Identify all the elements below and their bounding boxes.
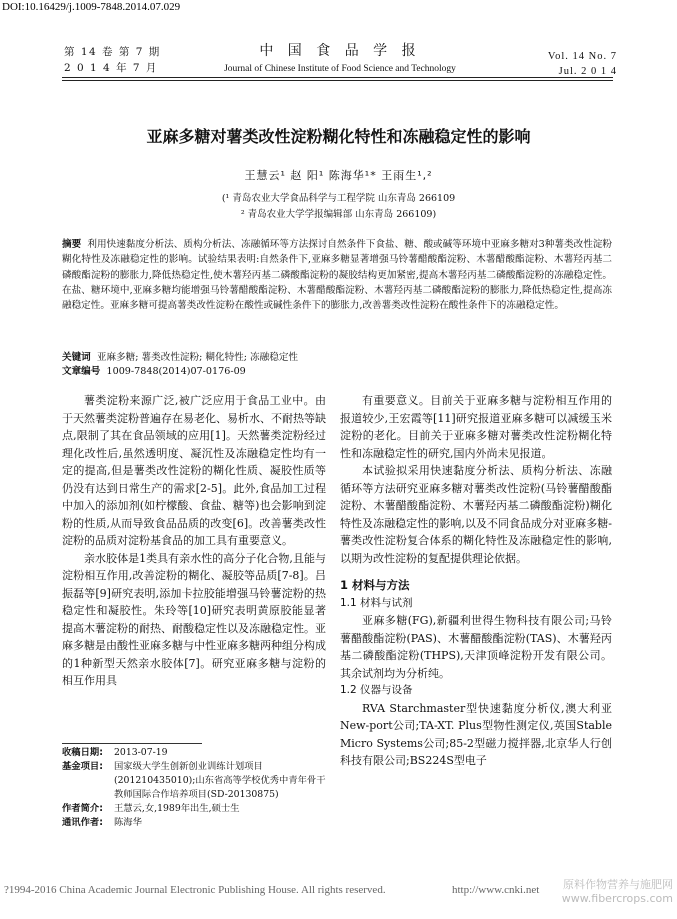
paragraph: 本试验拟采用快速黏度分析法、质构分析法、冻融循环等方法研究亚麻多糖对薯类改性淀粉(马铃薯醋酸酯淀粉、木薯醋酸酯淀粉、木薯羟丙基二磷酸酯淀粉)糊化特性及冻融稳定性的影响,以及不同食品成分对亚麻多糖-薯类改性淀粉复合体系的糊化特性及冻融稳定性的影响,以期为改性淀粉的复配提供理论依据。 [340, 464, 612, 565]
paragraph: RVA Starchmaster型快速黏度分析仪,澳大利亚New-port公司;TA-XT. Plus型物性测定仪,英国Stable Micro Systems公司;85-2型磁力搅拌器,北京华人行创科技有限公司;BS224S型电子 [340, 701, 612, 767]
article-title: 亚麻多糖对薯类改性淀粉糊化特性和冻融稳定性的影响 [146, 127, 531, 146]
paragraph: 有重要意义。目前关于亚麻多糖与淀粉相互作用的报道较少,王宏霞等[11]研究报道亚麻多糖可以减缓玉米淀粉的老化。目前关于亚麻多糖对薯类改性淀粉糊化特性和冻融稳定性的研究,国内外尚未见报道。 [340, 394, 612, 460]
abstract [62, 237, 612, 313]
issue-info-cn [64, 44, 161, 76]
watermark [562, 878, 673, 906]
affiliation-2: ² 青岛农业大学学报编辑部 山东青岛 266109) [240, 209, 437, 220]
footnote-key: 通讯作者: [62, 817, 103, 828]
keywords-label: 关键词 [62, 352, 91, 363]
journal-name-en: Journal of Chinese Institute of Food Science and Technology [224, 64, 456, 74]
footnote-row [62, 816, 332, 830]
footnote-row [62, 760, 332, 802]
header-rule-top [62, 77, 613, 78]
issue-cn-line2: 2 0 1 4 年 7 月 [64, 62, 158, 74]
abstract-label: 摘要 [62, 239, 82, 250]
paragraph: 亚麻多糖(FG),新疆利世得生物科技有限公司;马铃薯醋酸酯淀粉(PAS)、木薯醋酸酯淀粉(TAS)、木薯羟丙基二磷酸酯淀粉(THPS),天津顶峰淀粉开发有限公司。其余试剂均为分析纯。 [340, 614, 612, 680]
header-rule-bottom [62, 80, 613, 81]
issue-cn-line1: 第 14 卷 第 7 期 [64, 46, 161, 58]
footnote-key: 作者简介: [62, 803, 103, 814]
footnote-value: 2013-07-19 [114, 747, 168, 758]
article-number-label: 文章编号 [62, 366, 101, 377]
footnote-value: 陈海华 [114, 817, 142, 828]
paragraph: 薯类淀粉来源广泛,被广泛应用于食品工业中。由于天然薯类淀粉普遍存在易老化、易析水、不耐热等缺点,限制了其在食品领域的应用[1]。天然薯类淀粉经过理化改性后,虽然透明度、凝沉性及冻融稳定性均有一定的提高,但是薯类改性淀粉的糊化性质、凝胶性质等仍没有达到日常生产的需求[2-5]。此外,食品加工过程中加入的添加剂(如柠檬酸、食盐、糖等)也会影响到淀粉的性质,从而导致食品品质的改变[6]。改善薯类改性淀粉的品质对淀粉基食品的加工具有重要意义。 [62, 394, 326, 547]
footnotes [62, 746, 332, 830]
footnote-rule [62, 743, 202, 744]
keywords [62, 349, 612, 363]
footnote-value: 王慧云,女,1989年出生,硕士生 [114, 803, 240, 814]
paragraph: 亲水胶体是1类具有亲水性的高分子化合物,且能与淀粉相互作用,改善淀粉的糊化、凝胶等品质[7-8]。吕振磊等[9]研究表明,添加卡拉胶能增强马铃薯淀粉的热稳定性和凝胶性。朱玲等[10]研究表明黄原胶能显著提高木薯淀粉的耐热、耐酸稳定性以及冻融稳定性。亚麻多糖是由酸性亚麻多糖与中性亚麻多糖两种组分构成的1种新型天然亲水胶体[7]。研究亚麻多糖与淀粉的相互作用具 [62, 551, 326, 687]
subsection-heading: 1.2 仪器与设备 [340, 684, 413, 696]
body-column-right [340, 392, 612, 770]
footnote-key: 基金项目: [62, 761, 103, 772]
copyright-footer: ?1994-2016 China Academic Journal Electronic Publishing House. All rights reserved. [4, 884, 386, 896]
subsection-heading: 1.1 材料与试剂 [340, 596, 413, 609]
doi-label: DOI:10.16429/j.1009-7848.2014.07.029 [2, 1, 181, 13]
volume-number: Vol. 14 No. 7 [547, 51, 617, 62]
affiliation-1: (¹ 青岛农业大学食品科学与工程学院 山东青岛 266109 [221, 193, 456, 204]
footnote-row [62, 802, 332, 816]
author-list: 王慧云¹ 赵 阳¹ 陈海华¹* 王雨生¹,² [244, 169, 433, 182]
journal-name-cn: 中 国 食 品 学 报 [259, 43, 421, 59]
article-number-value: 1009-7848(2014)07-0176-09 [106, 366, 246, 377]
footnote-value: 国家级大学生创新创业训练计划项目(201210435010);山东省高等学校优秀中青年骨干教师国际合作培养项目(SD-20130875) [114, 761, 326, 800]
article-number [62, 363, 612, 377]
footnote-row [62, 746, 332, 760]
issue-info-en [548, 49, 617, 79]
section-heading: 1 材料与方法 [340, 578, 410, 592]
cnki-link[interactable]: http://www.cnki.net [452, 884, 540, 896]
body-column-left [62, 392, 326, 690]
issue-date-en: Jul. 2 0 1 4 [558, 66, 617, 77]
watermark-url: www.fibercrops.com [561, 892, 673, 905]
journal-header [200, 40, 480, 74]
abstract-text: 利用快速黏度分析法、质构分析法、冻融循环等方法探讨自然条件下食盐、糖、酸或碱等环境中亚麻多糖对3种薯类改性淀粉糊化特性及冻融稳定性的影响。试验结果表明:自然条件下,亚麻多糖显著增强马铃薯醋酸酯淀粉、木薯醋酸酯淀粉、木薯羟丙基二磷酸酯淀粉的膨胀力,降低热稳定性,使木薯羟丙基二磷酸酯淀粉的凝胶结构更加紧密,提高木薯羟丙基二磷酸酯淀粉的冻融稳定性。在盐、糖环境中,亚麻多糖均能增强马铃薯醋酸酯淀粉、木薯醋酸酯淀粉、木薯羟丙基二磷酸酯淀粉的膨胀力,降低热稳定性,提高冻融稳定性。亚麻多糖可提高薯类改性淀粉在酸性或碱性条件下的膨胀力,改善薯类改性淀粉在酸性条件下的冻融稳定性。 [62, 239, 613, 312]
footnote-key: 收稿日期: [62, 747, 103, 758]
watermark-cn: 原料作物营养与施肥网 [563, 878, 673, 891]
keywords-text: 亚麻多糖; 薯类改性淀粉; 糊化特性; 冻融稳定性 [96, 352, 299, 363]
